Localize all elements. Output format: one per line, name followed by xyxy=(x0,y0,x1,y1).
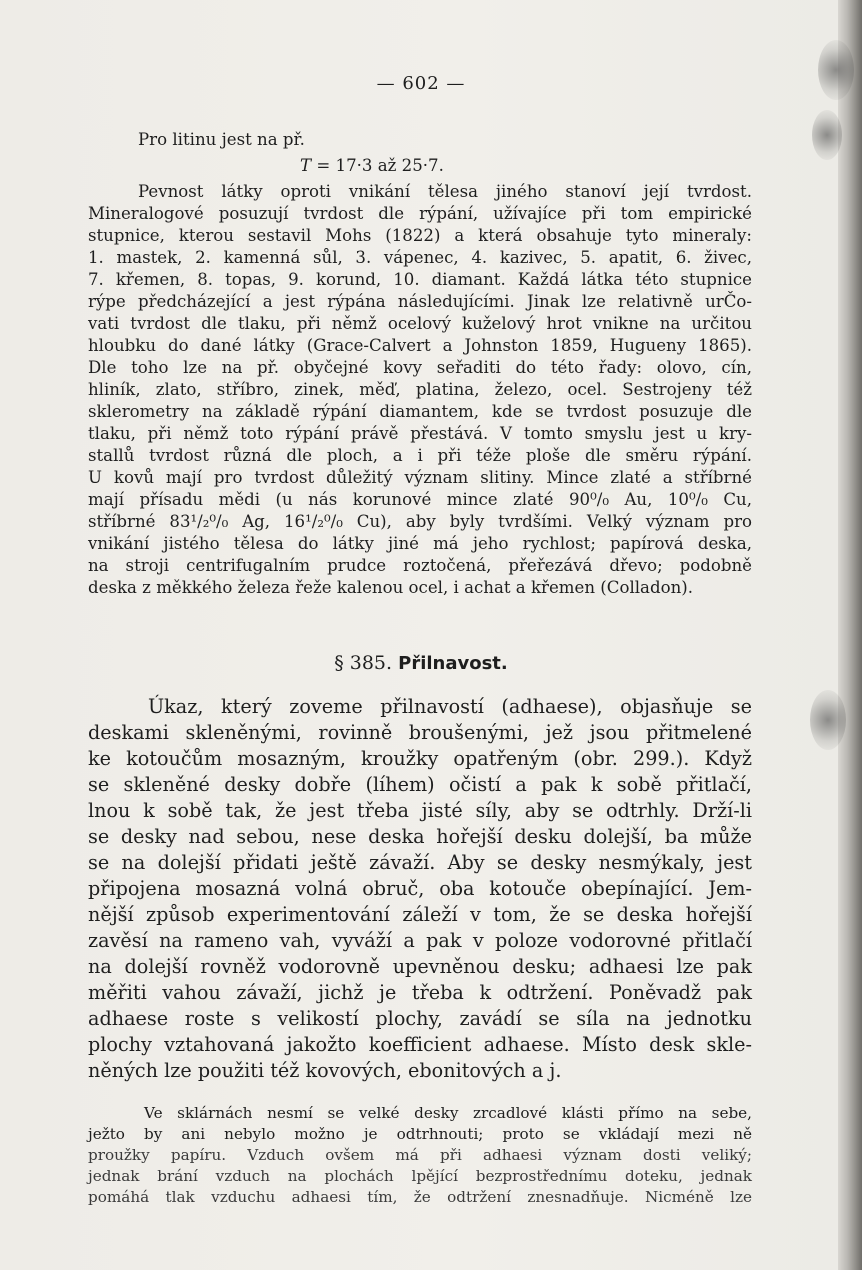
section-number: § 385. xyxy=(334,652,393,674)
formula-variable: T xyxy=(300,156,312,175)
formula xyxy=(300,156,444,175)
text-line: adhaese roste s velikostí plochy, zavádí se síla na jednotku xyxy=(88,1007,752,1030)
text-line: se na dolejší přidati ještě závaží. Aby se desky nesmýkaly, jest xyxy=(88,851,752,874)
formula-value: = 17·3 až 25·7. xyxy=(311,156,444,175)
text-line: nější způsob experimentování záleží v tom, že se deska hořejší xyxy=(88,903,752,926)
ink-blot xyxy=(810,690,846,750)
intro-line: Pro litinu jest na př. xyxy=(138,130,305,149)
section-title: Přilnavost. xyxy=(398,653,508,674)
text-line: stříbrné 83¹/₂⁰/₀ Ag, 16¹/₂⁰/₀ Cu), aby byly tvrdšími. Velký význam pro xyxy=(88,512,752,531)
text-line: deskami skleněnými, rovinně broušenými, jež jsou přitmelené xyxy=(88,721,752,744)
text-line: pomáhá tlak vzduchu adhaesi tím, že odtržení znesnadňuje. Nicméně lze xyxy=(88,1188,752,1206)
book-gutter xyxy=(838,0,862,1270)
text-line: připojena mosazná volná obruč, oba kotouče obepínající. Jem- xyxy=(88,877,752,900)
text-line: Mineralogové posuzují tvrdost dle rýpání, užívajíce při tom empirické xyxy=(88,204,752,223)
text-line: lnou k sobě tak, že jest třeba jisté síly, aby se odtrhly. Drží-li xyxy=(88,799,752,822)
text-line: plochy vztahovaná jakožto koefficient adhaese. Místo desk skle- xyxy=(88,1033,752,1056)
text-line: se skleněné desky dobře (líhem) očistí a pak k sobě přitlačí, xyxy=(88,773,752,796)
page-number: — 602 — xyxy=(376,73,466,94)
text-line: tlaku, při němž toto rýpání právě přestává. V tomto smyslu jest u kry- xyxy=(88,424,752,443)
ink-blot xyxy=(818,40,854,100)
text-line: na dolejší rovněž vodorovně upevněnou desku; adhaesi lze pak xyxy=(88,955,752,978)
text-line: sklerometry na základě rýpání diamantem, kde se tvrdost posuzuje dle xyxy=(88,402,752,421)
text-line: jednak brání vzduch na plochách lpějící bezprostřednímu doteku, jednak xyxy=(88,1167,752,1185)
text-line: stupnice, kterou sestavil Mohs (1822) a která obsahuje tyto mineraly: xyxy=(88,226,752,245)
text-line: deska z měkkého železa řeže kalenou ocel, i achat a křemen (Colladon). xyxy=(88,578,693,597)
text-line: 7. křemen, 8. topas, 9. korund, 10. diamant. Každá látka této stupnice xyxy=(88,270,752,289)
text-line: něných lze použiti též kovových, ebonitových a j. xyxy=(88,1059,562,1082)
section-heading xyxy=(0,652,842,674)
text-line: rýpe předcházející a jest rýpána následujícími. Jinak lze relativně urČo- xyxy=(88,292,752,311)
text-line: zavěsí na rameno vah, vyváží a pak v poloze vodorovné přitlačí xyxy=(88,929,752,952)
text-line: Pevnost látky oproti vnikání tělesa jiného stanoví její tvrdost. xyxy=(138,182,752,201)
text-line: hliník, zlato, stříbro, zinek, měď, platina, železo, ocel. Sestrojeny též xyxy=(88,380,752,399)
text-line: vnikání jistého tělesa do látky jiné má jeho rychlost; papírová deska, xyxy=(88,534,752,553)
text-line: vati tvrdost dle tlaku, při němž ocelový kuželový hrot vnikne na určitou xyxy=(88,314,752,333)
text-line: ke kotoučům mosazným, kroužky opatřeným (obr. 299.). Když xyxy=(88,747,752,770)
ink-blot xyxy=(812,110,842,160)
text-line: proužky papíru. Vzduch ovšem má při adhaesi význam dosti veliký; xyxy=(88,1146,752,1164)
text-line: Dle toho lze na př. obyčejné kovy seřaditi do této řady: olovo, cín, xyxy=(88,358,752,377)
text-line: Úkaz, který zoveme přilnavostí (adhaese), objasňuje se xyxy=(148,695,752,718)
text-line: 1. mastek, 2. kamenná sůl, 3. vápenec, 4. kazivec, 5. apatit, 6. živec, xyxy=(88,248,752,267)
text-line: mají přísadu mědi (u nás korunové mince zlaté 90⁰/₀ Au, 10⁰/₀ Cu, xyxy=(88,490,752,509)
text-line: se desky nad sebou, nese deska hořejší desku dolejší, ba může xyxy=(88,825,752,848)
text-line: ježto by ani nebylo možno je odtrhnouti; proto se vkládají mezi ně xyxy=(88,1125,752,1143)
text-line: hloubku do dané látky (Grace-Calvert a Johnston 1859, Hugueny 1865). xyxy=(88,336,752,355)
text-line: stallů tvrdost různá dle ploch, a i při téže ploše dle směru rýpání. xyxy=(88,446,752,465)
text-line: na stroji centrifugalním prudce roztočená, přeřezává dřevo; podobně xyxy=(88,556,752,575)
text-line: Ve sklárnách nesmí se velké desky zrcadlové klásti přímo na sebe, xyxy=(144,1104,752,1122)
text-line: U kovů mají pro tvrdost důležitý význam slitiny. Mince zlaté a stříbrné xyxy=(88,468,752,487)
text-line: měřiti vahou závaží, jichž je třeba k odtržení. Poněvadž pak xyxy=(88,981,752,1004)
